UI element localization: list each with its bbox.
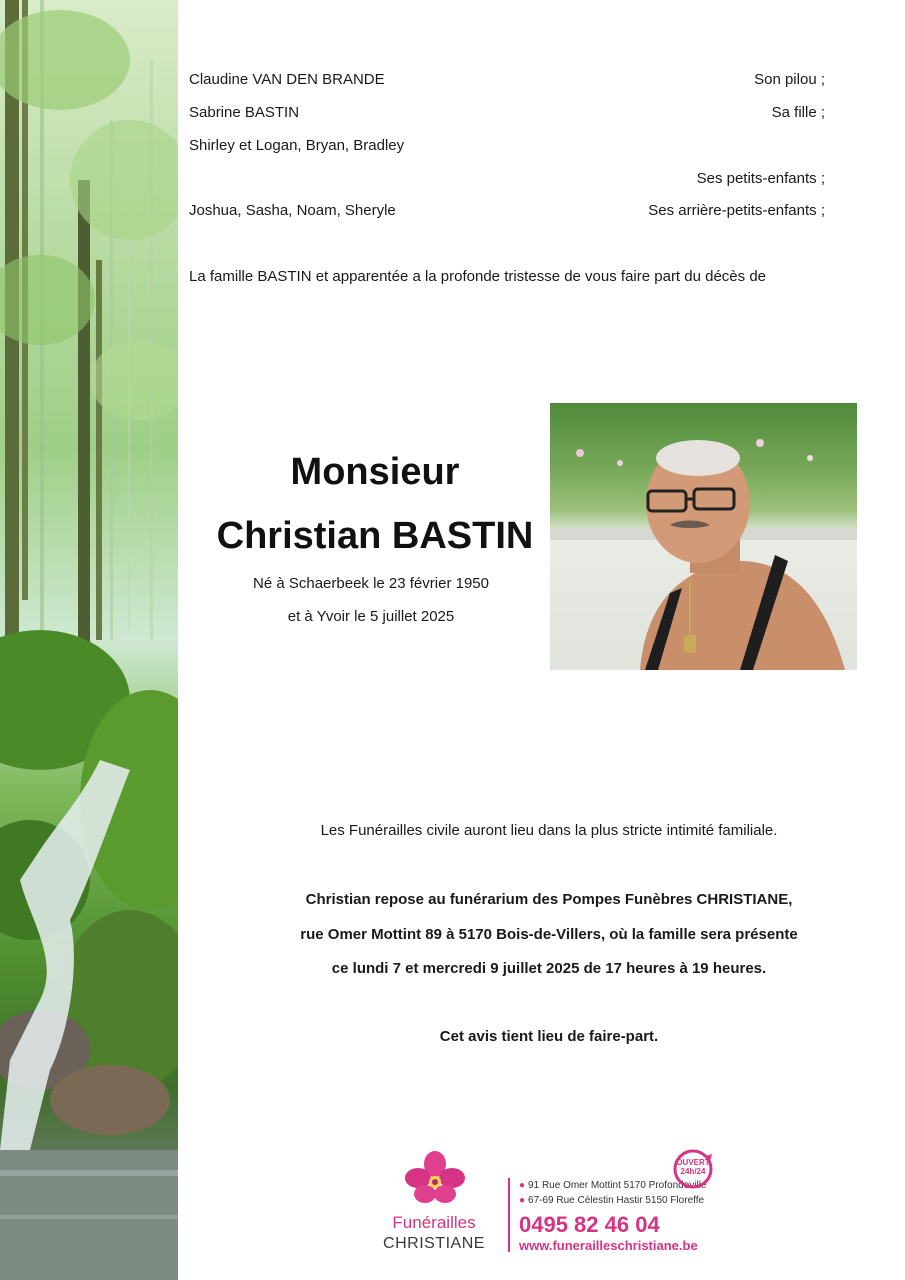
family-relation-2: Sa fille ;: [771, 104, 825, 121]
location-pin-icon: ●: [519, 1195, 526, 1206]
deceased-name: Christian BASTIN: [216, 515, 534, 557]
portrait-photo: [550, 403, 857, 670]
funeral-line-3: rue Omer Mottint 89 à 5170 Bois-de-Villers, où la famille sera présente: [300, 926, 798, 943]
funeral-line-4: ce lundi 7 et mercredi 9 juillet 2025 de 17 heures à 19 heures.: [331, 960, 767, 977]
death-text: et à Yvoir le 5 juillet 2025: [287, 608, 455, 625]
forest-banner-image: [0, 0, 178, 1280]
family-name-3: Shirley et Logan, Bryan, Bradley: [189, 137, 405, 154]
family-relation-3: Ses petits-enfants ;: [696, 170, 825, 187]
brand-name-line-1: Funérailles: [392, 1213, 476, 1232]
family-relation-4: Ses arrière-petits-enfants ;: [648, 202, 825, 219]
address-2-text: 67-69 Rue Célestin Hastir 5150 Floreffe: [528, 1195, 705, 1206]
website-link[interactable]: www.funerailleschristiane.be: [519, 1238, 698, 1253]
location-pin-icon: ●: [519, 1180, 526, 1191]
orchid-logo-icon: [405, 1150, 465, 1210]
birth-text: Né à Schaerbeek le 23 février 1950: [253, 575, 489, 592]
address-2: [519, 1195, 704, 1207]
notice-text: Cet avis tient lieu de faire-part.: [439, 1028, 659, 1045]
brand-name-line-2: CHRISTIANE: [383, 1235, 485, 1252]
family-name-2: Sabrine BASTIN: [189, 104, 300, 121]
address-1-text: 91 Rue Omer Mottint 5170 Profondeville: [528, 1180, 707, 1191]
funeral-line-2: Christian repose au funérarium des Pompes Funèbres CHRISTIANE,: [305, 891, 793, 908]
badge-text-1: OUVERT: [676, 1158, 710, 1167]
footer-divider: [508, 1178, 510, 1252]
family-relation-1: Son pilou ;: [754, 71, 825, 88]
family-name-1: Claudine VAN DEN BRANDE: [189, 71, 385, 88]
family-name-4: Joshua, Sasha, Noam, Sheryle: [189, 202, 396, 219]
phone-number[interactable]: 0495 82 46 04: [519, 1212, 660, 1237]
badge-text-2: 24h/24: [680, 1167, 706, 1176]
announcement-text: La famille BASTIN et apparentée a la profonde tristesse de vous faire part du décès de: [189, 268, 767, 285]
deceased-title: Monsieur: [290, 451, 460, 493]
funeral-line-1: Les Funérailles civile auront lieu dans la plus stricte intimité familiale.: [320, 822, 778, 839]
